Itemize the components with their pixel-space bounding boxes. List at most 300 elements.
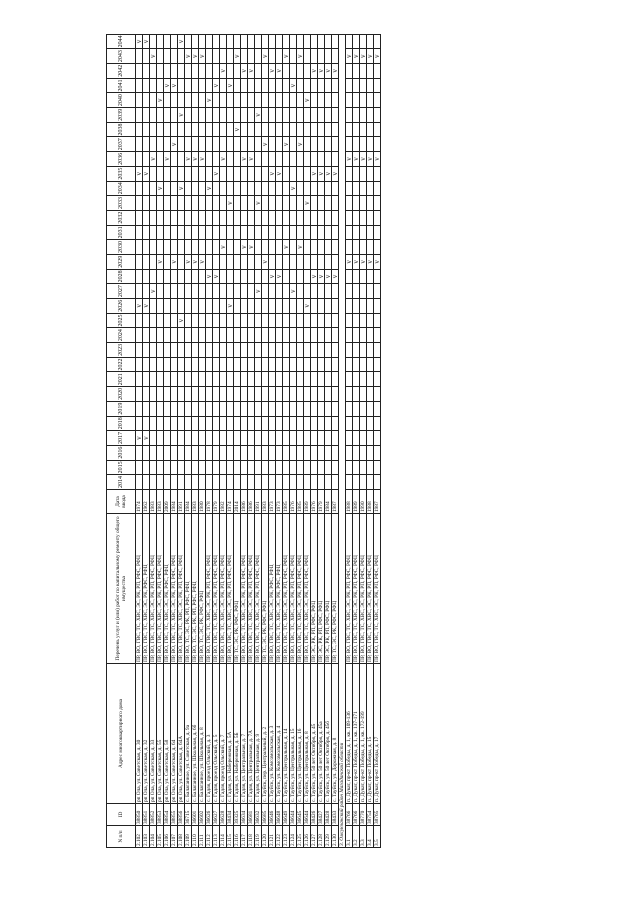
cell-year-2024 [220,328,227,343]
cell-year-2044 [283,34,290,49]
header-address: Адрес многоквартирного дома [107,664,136,804]
cell-year-2039 [311,108,318,123]
cell-year-2019 [185,401,192,416]
cell-year-2015 [304,460,311,475]
cell-year-2031 [360,225,367,240]
cell-year-2015 [318,460,325,475]
cell-year-2031 [290,225,297,240]
cell-year-2033 [360,196,367,211]
cell-date: 1973 [276,490,283,514]
cell-year-2020 [283,387,290,402]
cell-year-2022 [241,357,248,372]
cell-year-2015 [374,460,381,475]
cell-year-2032 [248,210,255,225]
cell-year-2031 [136,225,143,240]
cell-address: с. Гадля, ул. Набережная, д. 5Б [234,664,241,804]
cell-year-2014 [241,475,248,490]
cell-year-2037 [248,137,255,152]
cell-year-2028: v [311,269,318,284]
cell-year-2026 [199,299,206,314]
cell-year-2024 [248,328,255,343]
cell-year-2039 [143,108,150,123]
cell-year-2035 [255,166,262,181]
cell-year-2028 [241,269,248,284]
cell-year-2018 [311,416,318,431]
cell-services: ПР, ВО, ГВС, ТС, ХВС, ЭС, РК, РП, РФС, РФЦ [150,514,157,664]
cell-services: ПР, ВО, ГВС, ТС, ХВС, ЭС, РК, РП, РФС, РФЦ [360,514,367,664]
cell-year-2042 [185,64,192,79]
cell-year-2022 [143,357,150,372]
cell-id: 39325 [234,804,241,826]
cell-services: ПР, ТС, ЭС, РК, РФС, РФЦ [332,514,339,664]
header-services: Перечень услуг и (или) работ по капитальному ремонту общего имущества [107,514,136,664]
cell-year-2032 [213,210,220,225]
cell-year-2036 [206,152,213,167]
cell-year-2038 [318,122,325,137]
cell-year-2029 [269,255,276,270]
cell-year-2014 [360,475,367,490]
cell-year-2035 [346,166,353,181]
cell-year-2037: v [262,137,269,152]
cell-year-2017 [248,431,255,446]
table-row [164,34,171,847]
cell-address: рп Ола, ул. Советская, д. 30 [136,664,143,804]
cell-year-2036: v [248,152,255,167]
header-number: N п/п [107,826,136,848]
header-date: Дата ввода [107,490,136,514]
cell-id: 38427 [318,804,325,826]
cell-year-2030 [360,240,367,255]
cell-year-2014 [206,475,213,490]
cell-year-2025 [367,313,374,328]
cell-year-2044 [255,34,262,49]
cell-address: с. Гадля, проезд Ольский, д. 3 [206,664,213,804]
cell-year-2032 [332,210,339,225]
cell-year-2042 [360,64,367,79]
cell-year-2027 [304,284,311,299]
cell-year-2039 [136,108,143,123]
cell-year-2028 [360,269,367,284]
cell-year-2016 [136,445,143,460]
header-year-2043: 2043 [107,49,136,64]
cell-year-2016 [213,445,220,460]
cell-year-2020 [255,387,262,402]
header-year-2016: 2016 [107,445,136,460]
cell-year-2042 [374,64,381,79]
table-row [227,34,234,847]
cell-year-2034 [332,181,339,196]
cell-year-2036: v [164,152,171,167]
cell-year-2029 [213,255,220,270]
cell-year-2034 [192,181,199,196]
cell-year-2043 [248,49,255,64]
cell-year-2031 [269,225,276,240]
cell-year-2021 [353,372,360,387]
cell-year-2034 [234,181,241,196]
cell-year-2035 [157,166,164,181]
cell-year-2035 [150,166,157,181]
cell-year-2042: v [248,64,255,79]
cell-year-2031 [227,225,234,240]
cell-year-2035 [367,166,374,181]
cell-year-2022 [199,357,206,372]
cell-year-2017 [360,431,367,446]
cell-year-2044 [164,34,171,49]
cell-year-2032 [374,210,381,225]
cell-year-2023 [143,343,150,358]
cell-date: 1979 [318,490,325,514]
cell-year-2018 [206,416,213,431]
cell-year-2019 [367,401,374,416]
cell-year-2027 [262,284,269,299]
cell-year-2023 [353,343,360,358]
cell-year-2032 [276,210,283,225]
cell-year-2014 [157,475,164,490]
cell-year-2023 [325,343,332,358]
cell-year-2032 [255,210,262,225]
cell-year-2022 [248,357,255,372]
cell-year-2042 [150,64,157,79]
cell-year-2028 [150,269,157,284]
cell-year-2040 [283,93,290,108]
cell-year-2024 [164,328,171,343]
cell-year-2015 [311,460,318,475]
cell-services: ПР, ВО, ГВС, ТС, ХВС, ЭС, РК, РП, РФС, РФЦ [157,514,164,664]
cell-id: 36715 [185,804,192,826]
cell-year-2043 [332,49,339,64]
cell-year-2018 [185,416,192,431]
cell-year-2042: v [325,64,332,79]
cell-number: 2.112 [206,826,213,848]
table-row [269,34,276,847]
cell-year-2015 [325,460,332,475]
cell-year-2042 [346,64,353,79]
cell-year-2044 [199,34,206,49]
cell-year-2032 [143,210,150,225]
cell-year-2014 [367,475,374,490]
cell-year-2036: v [241,152,248,167]
cell-year-2014 [276,475,283,490]
cell-address: с. Тауйск, ул. Комсомольская, д. 3 [269,664,276,804]
cell-year-2042 [157,64,164,79]
cell-year-2016 [157,445,164,460]
header-year-2021: 2021 [107,372,136,387]
cell-year-2040 [136,93,143,108]
cell-year-2020 [157,387,164,402]
cell-year-2030 [143,240,150,255]
cell-year-2034 [318,181,325,196]
cell-services: ПР, ВО, ГВС, ТС, ХВС, ЭС, РК, РП, РФС, РФЦ [248,514,255,664]
cell-year-2040 [332,93,339,108]
cell-year-2024 [227,328,234,343]
cell-year-2043 [220,49,227,64]
header-year-2031: 2031 [107,225,136,240]
cell-year-2033 [192,196,199,211]
cell-year-2016 [150,445,157,460]
cell-year-2023 [185,343,192,358]
cell-year-2038 [213,122,220,137]
cell-year-2040 [290,93,297,108]
cell-number: 2.102 [136,826,143,848]
cell-year-2022 [283,357,290,372]
cell-number: 2.115 [227,826,234,848]
cell-year-2033 [353,196,360,211]
cell-year-2038 [269,122,276,137]
cell-year-2027 [213,284,220,299]
cell-year-2043: v [297,49,304,64]
cell-year-2033: v [227,196,234,211]
cell-year-2031 [143,225,150,240]
cell-year-2017 [220,431,227,446]
cell-year-2031 [234,225,241,240]
cell-year-2038 [220,122,227,137]
cell-year-2035 [360,166,367,181]
cell-year-2026 [262,299,269,314]
cell-year-2044 [269,34,276,49]
cell-number: 2.106 [164,826,171,848]
cell-year-2029 [234,255,241,270]
cell-year-2014 [374,475,381,490]
cell-year-2044 [353,34,360,49]
cell-year-2037 [332,137,339,152]
cell-year-2020 [248,387,255,402]
cell-id: 38852 [150,804,157,826]
cell-number: 2.126 [304,826,311,848]
cell-year-2017 [318,431,325,446]
cell-year-2032 [262,210,269,225]
cell-year-2017: v [143,431,150,446]
cell-year-2028 [143,269,150,284]
cell-year-2040 [171,93,178,108]
cell-year-2040 [248,93,255,108]
cell-year-2022 [325,357,332,372]
cell-year-2018 [304,416,311,431]
cell-year-2023 [262,343,269,358]
cell-year-2031 [213,225,220,240]
cell-year-2022 [311,357,318,372]
header-year-2017: 2017 [107,431,136,446]
cell-year-2030 [157,240,164,255]
cell-number: 2.110 [192,826,199,848]
cell-year-2023 [283,343,290,358]
cell-year-2026 [269,299,276,314]
cell-year-2023 [227,343,234,358]
cell-year-2044 [332,34,339,49]
cell-year-2018 [164,416,171,431]
cell-year-2020 [178,387,185,402]
cell-year-2037 [367,137,374,152]
cell-year-2038: v [234,122,241,137]
table-row [150,34,157,847]
cell-year-2033 [234,196,241,211]
cell-year-2023 [276,343,283,358]
cell-year-2035 [227,166,234,181]
cell-year-2039 [262,108,269,123]
cell-year-2028 [185,269,192,284]
cell-year-2032 [353,210,360,225]
cell-year-2029 [283,255,290,270]
cell-year-2025 [241,313,248,328]
cell-year-2023 [192,343,199,358]
cell-year-2014 [283,475,290,490]
cell-year-2026 [360,299,367,314]
cell-year-2017 [283,431,290,446]
table-row [283,34,290,847]
cell-date: 1987 [332,490,339,514]
cell-year-2014 [192,475,199,490]
cell-year-2024 [143,328,150,343]
cell-year-2018 [255,416,262,431]
cell-year-2025 [346,313,353,328]
cell-year-2037 [157,137,164,152]
cell-year-2027 [234,284,241,299]
cell-year-2022 [157,357,164,372]
cell-year-2037 [206,137,213,152]
header-year-2035: 2035 [107,166,136,181]
cell-year-2023 [346,343,353,358]
cell-year-2030: v [283,240,290,255]
cell-year-2016 [220,445,227,460]
cell-year-2020 [311,387,318,402]
cell-year-2033 [269,196,276,211]
header-year-2030: 2030 [107,240,136,255]
cell-year-2043 [157,49,164,64]
cell-year-2020 [150,387,157,402]
header-year-2014: 2014 [107,475,136,490]
cell-services: ПР, ТС, ЭС, РК, РФС, РФЦ [262,514,269,664]
cell-address: п. Дукат, пр-кт Победы, д. 1, кв. 137-171 [353,664,360,804]
cell-id: 38854 [164,804,171,826]
cell-year-2024 [178,328,185,343]
cell-year-2018 [213,416,220,431]
cell-year-2025 [164,313,171,328]
cell-year-2033 [178,196,185,211]
cell-year-2029 [290,255,297,270]
cell-id: 38851 [143,804,150,826]
cell-year-2026 [367,299,374,314]
cell-year-2025: v [178,313,185,328]
cell-year-2031 [346,225,353,240]
cell-year-2042 [178,64,185,79]
cell-year-2039 [304,108,311,123]
cell-year-2027 [360,284,367,299]
cell-address: с. Тауйск, ул. 50 лет Октября, д. 45 [311,664,318,804]
cell-year-2024 [192,328,199,343]
cell-id: 38434 [227,804,234,826]
cell-date: 1983 [157,490,164,514]
cell-year-2037 [353,137,360,152]
cell-year-2030: v [297,240,304,255]
cell-year-2040 [192,93,199,108]
cell-year-2044 [220,34,227,49]
cell-year-2044 [318,34,325,49]
cell-year-2018 [227,416,234,431]
cell-year-2038 [297,122,304,137]
cell-year-2023 [269,343,276,358]
table-row [297,34,304,847]
cell-year-2035 [297,166,304,181]
cell-year-2026 [353,299,360,314]
cell-year-2014 [318,475,325,490]
cell-year-2027 [318,284,325,299]
cell-year-2014 [171,475,178,490]
cell-year-2019 [157,401,164,416]
cell-year-2024 [276,328,283,343]
cell-year-2036 [318,152,325,167]
table-row [304,34,311,847]
cell-year-2031 [332,225,339,240]
cell-year-2027 [178,284,185,299]
cell-year-2044 [325,34,332,49]
cell-id: 38856 [178,804,185,826]
cell-year-2039 [227,108,234,123]
cell-year-2036: v [367,152,374,167]
cell-year-2027 [311,284,318,299]
cell-year-2031 [255,225,262,240]
cell-year-2040 [220,93,227,108]
cell-year-2016 [143,445,150,460]
cell-year-2030 [325,240,332,255]
cell-year-2025 [311,313,318,328]
cell-year-2029 [304,255,311,270]
cell-year-2025 [325,313,332,328]
cell-year-2028 [297,269,304,284]
cell-year-2035: v [213,166,220,181]
cell-services: ПР, ВО, ГВС, ТС, ХВС, ЭС, РК, РП, РФС, РФЦ [346,514,353,664]
cell-year-2014 [178,475,185,490]
cell-year-2030: v [248,240,255,255]
cell-year-2023 [297,343,304,358]
cell-year-2033 [143,196,150,211]
cell-year-2039 [150,108,157,123]
cell-year-2029 [276,255,283,270]
cell-year-2014 [234,475,241,490]
cell-year-2038 [157,122,164,137]
cell-address: с. Тауйск, ул. 50 лет Октября, д. 45б [325,664,332,804]
cell-year-2040 [255,93,262,108]
cell-year-2031 [171,225,178,240]
table-row [171,34,178,847]
cell-year-2028 [227,269,234,284]
cell-year-2041 [241,78,248,93]
cell-year-2029 [332,255,339,270]
cell-year-2014 [164,475,171,490]
cell-year-2021 [318,372,325,387]
cell-year-2020 [206,387,213,402]
cell-year-2020 [164,387,171,402]
cell-year-2022 [360,357,367,372]
cell-year-2041: v [227,78,234,93]
cell-year-2039 [290,108,297,123]
cell-year-2032 [157,210,164,225]
cell-year-2040 [185,93,192,108]
cell-id: 36601 [192,804,199,826]
cell-year-2031 [157,225,164,240]
cell-year-2033 [199,196,206,211]
cell-services: ПР, ВО, ГВС, ТС, ХВС, ЭС, РК, РП, РФС, РФЦ [206,514,213,664]
cell-year-2034 [276,181,283,196]
cell-year-2023 [171,343,178,358]
cell-year-2044 [304,34,311,49]
cell-year-2035: v [332,166,339,181]
cell-year-2029: v [185,255,192,270]
cell-year-2033 [171,196,178,211]
cell-services: ПР, ВО, ГВС, ТС, ХВС, ЭС, РК, РП, РФС, РФЦ [241,514,248,664]
cell-year-2015 [332,460,339,475]
cell-date: 1973 [269,490,276,514]
cell-year-2032 [311,210,318,225]
cell-year-2031 [241,225,248,240]
